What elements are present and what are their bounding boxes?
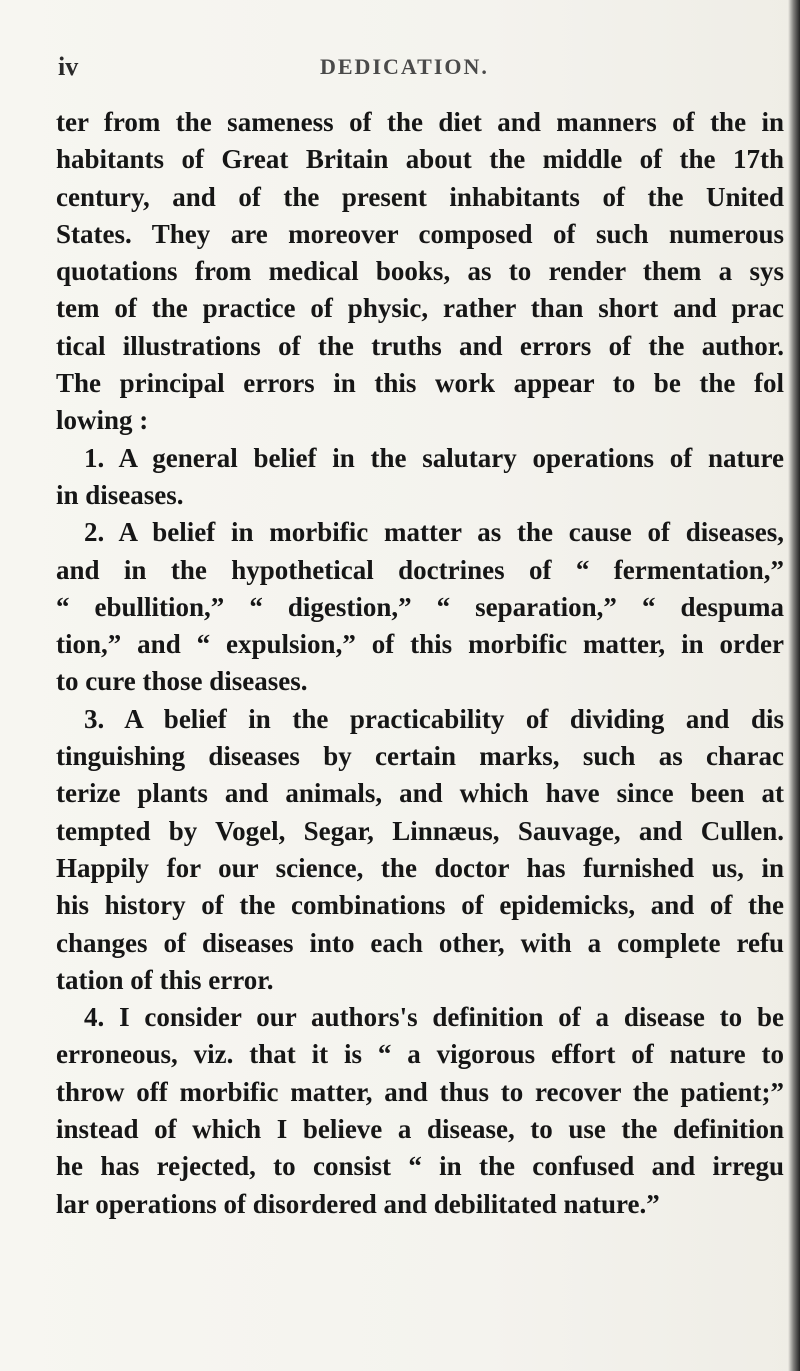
text-line: tempted by Vogel, Segar, Linnæus, Sauvage, and Cullen. — [56, 815, 784, 846]
text-line: instead of which I believe a disease, to use the definition — [56, 1114, 784, 1145]
text-line: 3. A belief in the practicability of dividing and dis — [84, 703, 784, 734]
text-line: tem of the practice of physic, rather than short and prac — [56, 293, 784, 324]
text-line: tical illustrations of the truths and errors of the author. — [56, 330, 784, 361]
text-line: 2. A belief in morbific matter as the cause of diseases, — [84, 517, 784, 548]
text-line: terize plants and animals, and which have since been at — [56, 778, 784, 809]
page-number: iv — [58, 52, 79, 81]
text-line: he has rejected, to consist “ in the confused and irregu — [56, 1151, 784, 1182]
text-line: in diseases. — [56, 479, 184, 510]
text-line: ter from the sameness of the diet and manners of the in — [56, 107, 784, 137]
page-header — [58, 52, 758, 92]
text-line: changes of diseases into each other, with a complete refu — [56, 927, 784, 958]
text-line: his history of the combinations of epidemicks, and of the — [56, 890, 784, 921]
text-line: States. They are moreover composed of such numerous — [56, 218, 784, 249]
text-line: tion,” and “ expulsion,” of this morbific matter, in order — [56, 629, 784, 660]
text-line: 4. I consider our authors's definition of a disease to be — [84, 1002, 784, 1033]
text-line: tinguishing diseases by certain marks, such as charac — [56, 741, 784, 772]
text-line: to cure those diseases. — [56, 666, 308, 697]
text-line: habitants of Great Britain about the middle of the 17th — [56, 144, 784, 175]
page-edge-shadow — [788, 0, 800, 1371]
text-line: 1. A general belief in the salutary operations of nature — [84, 442, 784, 473]
text-line: and in the hypothetical doctrines of “ fermentation,” — [56, 554, 784, 585]
text-line: century, and of the present inhabitants of the United — [56, 181, 784, 212]
text-line: quotations from medical books, as to render them a sys — [56, 256, 784, 287]
text-line: lar operations of disordered and debilitated nature.” — [56, 1188, 660, 1219]
text-line: tation of this error. — [56, 964, 274, 995]
text-line: Happily for our science, the doctor has furnished us, in — [56, 852, 784, 883]
body-text — [56, 104, 784, 1223]
text-line: “ ebullition,” “ digestion,” “ separation,” “ despuma — [56, 591, 784, 622]
text-line: The principal errors in this work appear to be the fol — [56, 368, 784, 399]
text-line: erroneous, viz. that it is “ a vigorous effort of nature to — [56, 1039, 784, 1070]
text-line: throw off morbific matter, and thus to recover the patient;” — [56, 1076, 784, 1107]
text-line: lowing : — [56, 405, 149, 436]
running-head: DEDICATION. — [320, 54, 489, 79]
